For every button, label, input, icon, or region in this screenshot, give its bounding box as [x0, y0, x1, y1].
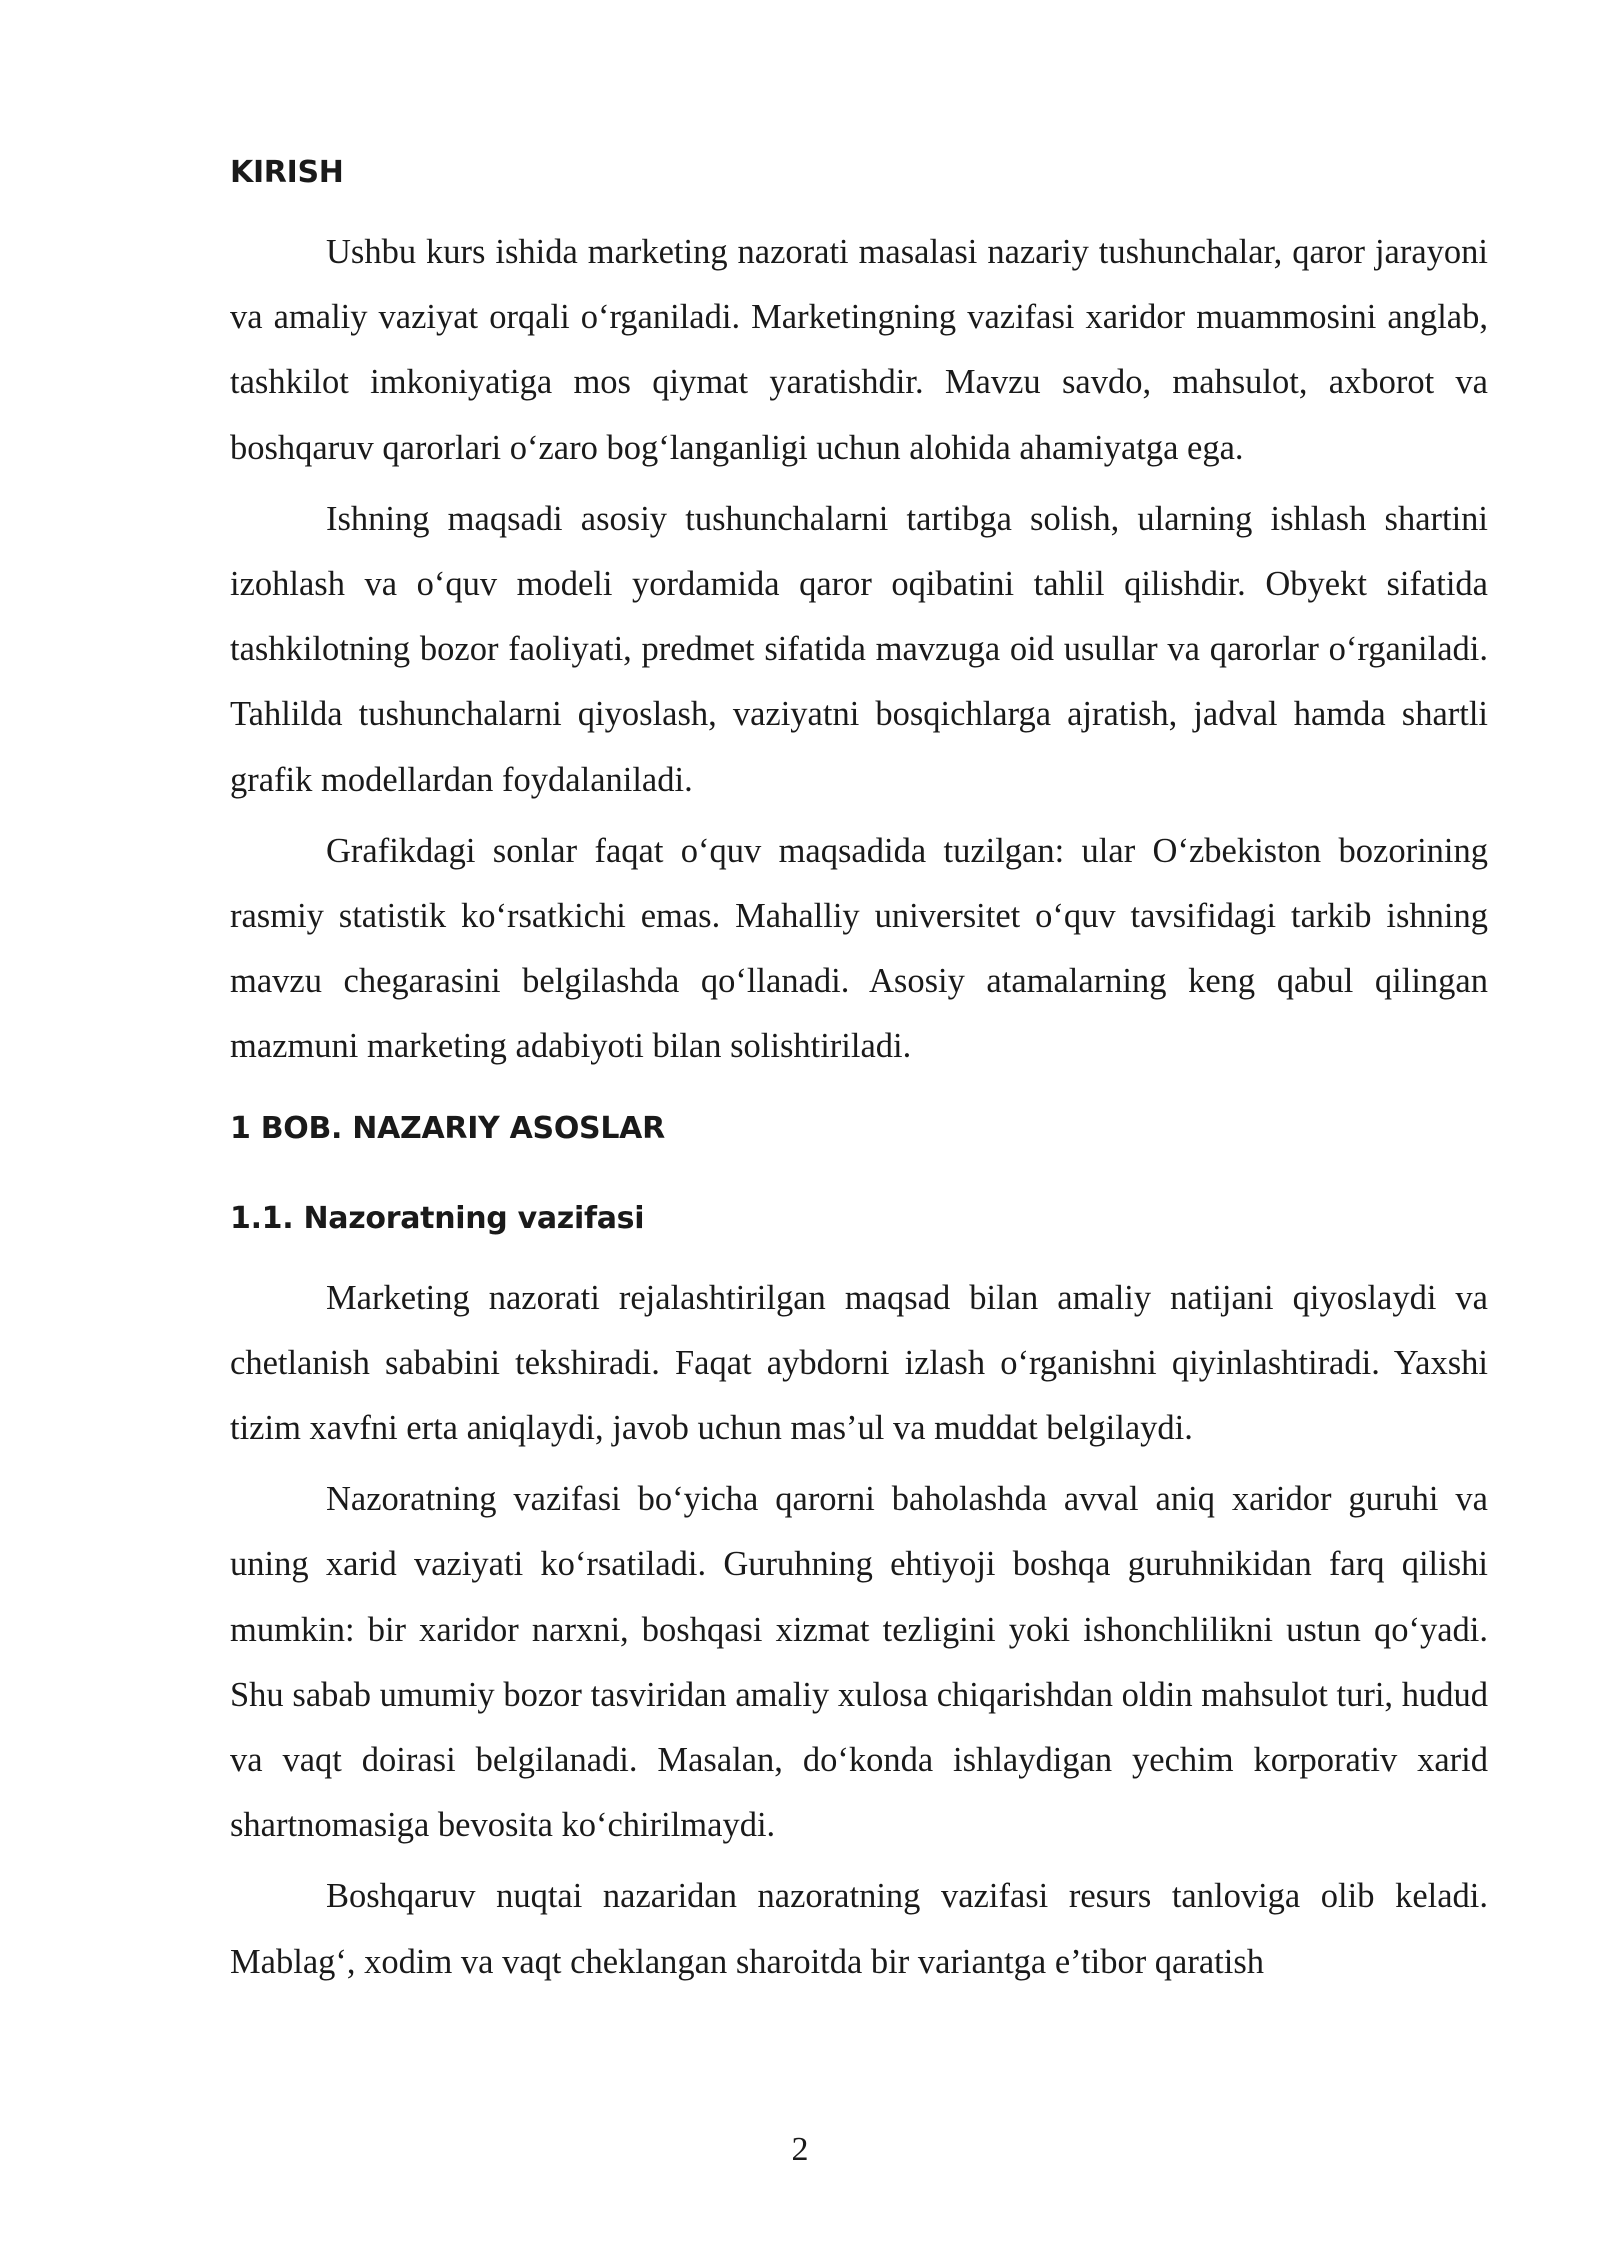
section-heading: 1.1. Nazoratning vazifasi	[230, 1200, 645, 1236]
page-content	[230, 150, 1488, 1995]
section-paragraph-1: Marketing nazorati rejalashtirilgan maqsad bilan amaliy natijani qiyoslaydi va chetlanish sababini tekshiradi. Faqat aybdorni izlash o‘rganishni qiyinlashtiradi. Yaxshi tizim xavfni erta aniqlaydi, javob uchun mas’ul va muddat belgilaydi.	[230, 1278, 1488, 1448]
section-paragraph-3: Boshqaruv nuqtai nazaridan nazoratning vazifasi resurs tanloviga olib keladi. Mablag‘, xodim va vaqt cheklangan sharoitda bir variantga e’tibor qaratish	[230, 1877, 1488, 1981]
intro-paragraph-1: Ushbu kurs ishida marketing nazorati masalasi nazariy tushunchalar, qaror jarayoni va amaliy vaziyat orqali o‘rganiladi. Marketingning vazifasi xaridor muammosini anglab, tashkilot imkoniyatiga mos qiymat yaratishdir. Mavzu savdo, mahsulot, axborot va boshqaruv qarorlari o‘zaro bog‘langanligi uchun alohida ahamiyatga ega.	[230, 233, 1488, 467]
intro-paragraph-3: Grafikdagi sonlar faqat o‘quv maqsadida tuzilgan: ular O‘zbekiston bozorining rasmiy statistik ko‘rsatkichi emas. Mahalliy universitet o‘quv tavsifidagi tarkib ishning mavzu chegarasini belgilashda qo‘llanadi. Asosiy atamalarning keng qabul qilingan mazmuni marketing adabiyoti bilan solishtiriladi.	[230, 831, 1488, 1066]
chapter-heading: 1 BOB. NAZARIY ASOSLAR	[230, 1110, 665, 1146]
section-paragraph-2: Nazoratning vazifasi bo‘yicha qarorni baholashda avval aniq xaridor guruhi va uning xarid vaziyati ko‘rsatiladi. Guruhning ehtiyoji boshqa guruhnikidan farq qilishi mumkin: bir xaridor narxni, boshqasi xizmat tezligini yoki ishonchlilikni ustun qo‘yadi. Shu sabab umumiy bozor tasviridan amaliy xulosa chiqarishdan oldin mahsulot turi, hudud va vaqt doirasi belgilanadi. Masalan, do‘konda ishlaydigan yechim korporativ xarid shartnomasiga bevosita ko‘chirilmaydi.	[230, 1480, 1488, 1845]
intro-paragraph-2: Ishning maqsadi asosiy tushunchalarni tartibga solish, ularning ishlash shartini izohlash va o‘quv modeli yordamida qaror oqibatini tahlil qilishdir. Obyekt sifatida tashkilotning bozor faoliyati, predmet sifatida mavzuga oid usullar va qarorlar o‘rganiladi. Tahlilda tushunchalarni qiyoslash, vaziyatni bosqichlarga ajratish, jadval hamda shartli grafik modellardan foydalaniladi.	[230, 499, 1488, 799]
intro-heading: KIRISH	[230, 155, 344, 190]
page-number: 2	[791, 2131, 809, 2168]
